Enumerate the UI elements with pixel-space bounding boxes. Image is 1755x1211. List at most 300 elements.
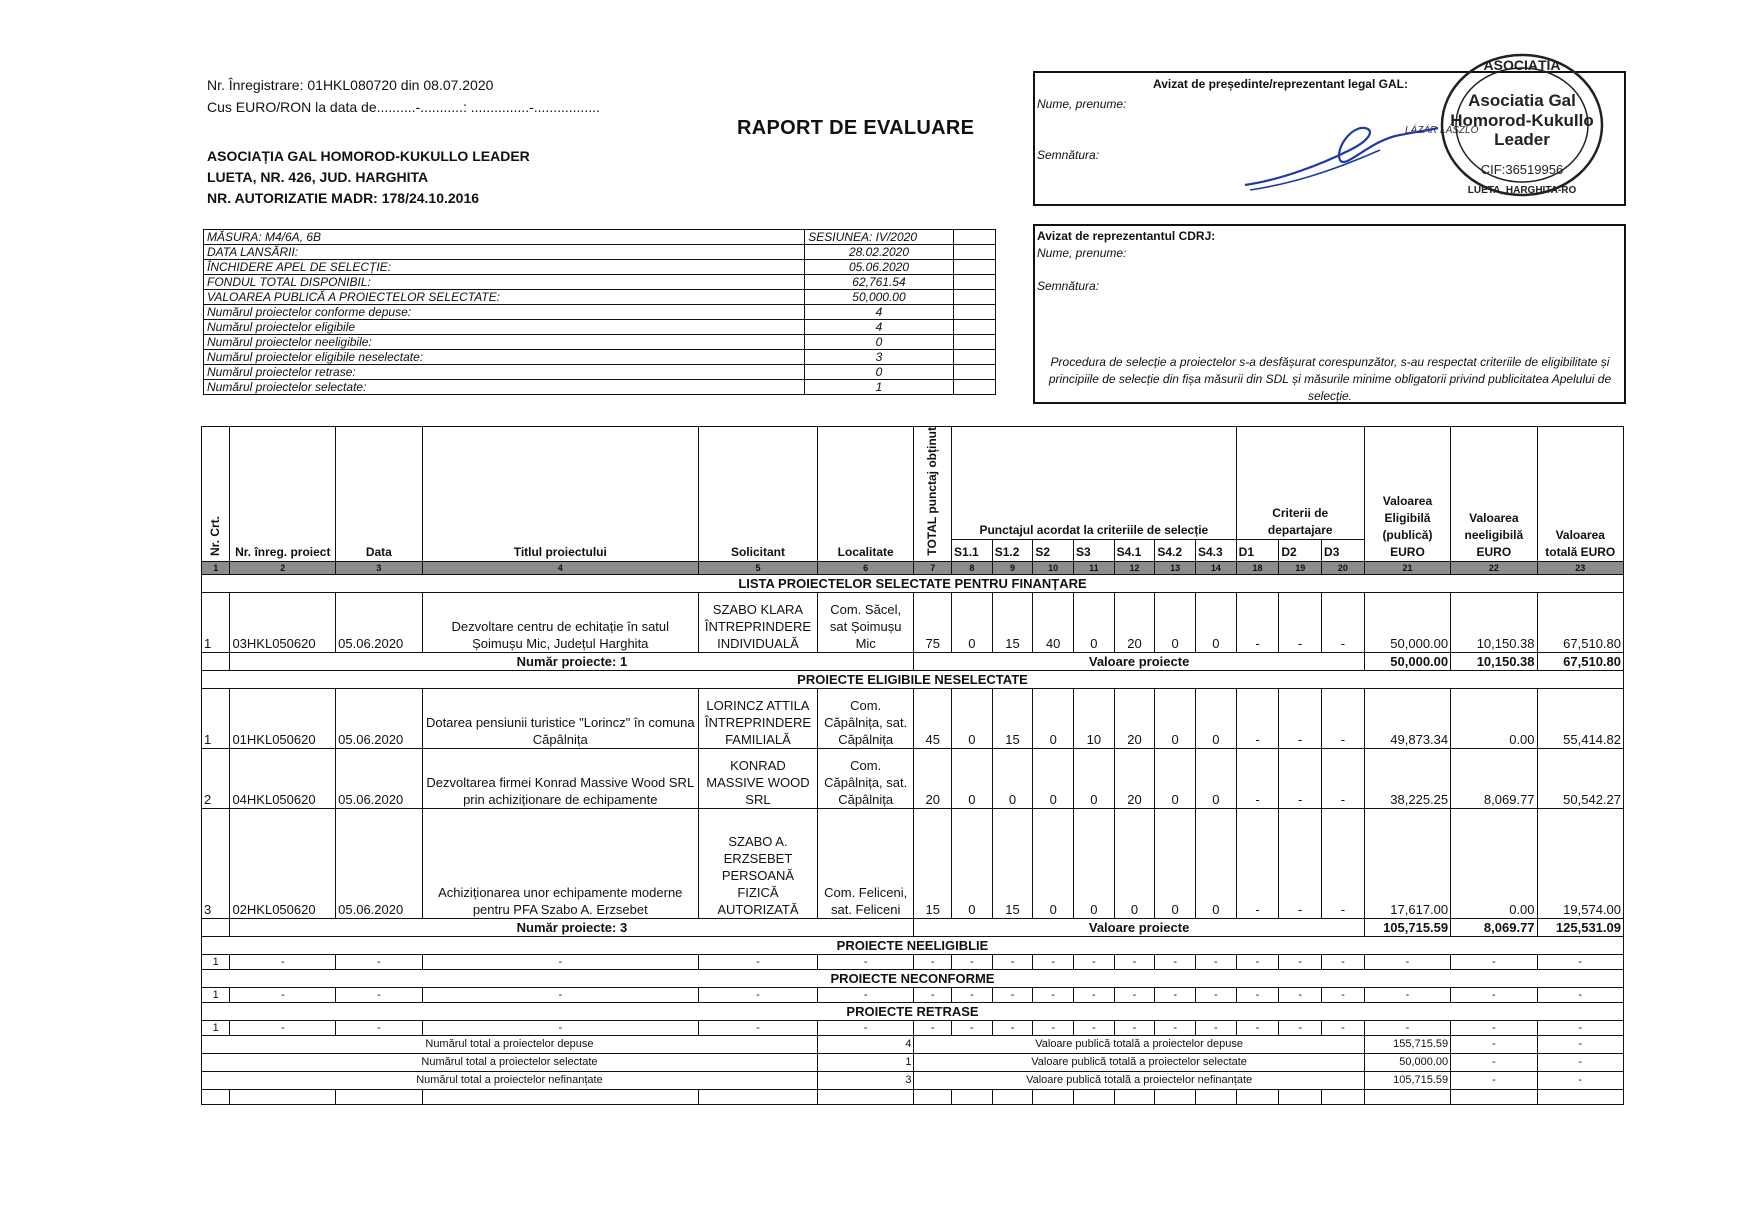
evaluation-table <box>201 426 1624 1105</box>
summary-label: Numărul proiectelor retrase: <box>204 365 805 380</box>
header-departajare-group: Criterii de departajare <box>1236 427 1364 540</box>
column-number: 12 <box>1114 561 1155 574</box>
empty-cell: - <box>952 987 993 1002</box>
project-score: 0 <box>1155 748 1196 808</box>
organization-stamp <box>1437 50 1607 200</box>
project-score: 0 <box>1155 808 1196 918</box>
blank-cell <box>699 1089 818 1104</box>
empty-cell: - <box>230 954 336 969</box>
header-total-punctaj: TOTAL punctaj obținut <box>914 427 952 562</box>
summary-blank <box>953 380 995 395</box>
sum-ineligible: 8,069.77 <box>1451 918 1537 936</box>
empty-cell: - <box>1114 1020 1155 1035</box>
header-val-neeligibila: Valoarea neeligibilă EURO <box>1451 427 1537 562</box>
empty-cell: - <box>817 987 914 1002</box>
sum-total: 125,531.09 <box>1537 918 1623 936</box>
stamp-bottom-arc: LUETA, HARGHITA-RO <box>1467 185 1577 196</box>
empty-cell: - <box>1155 954 1196 969</box>
blank-cell <box>952 1089 993 1104</box>
summary-value: 1 <box>805 380 953 395</box>
section-title: LISTA PROIECTELOR SELECTATE PENTRU FINANȚARE <box>202 574 1624 592</box>
empty-cell: - <box>1322 954 1365 969</box>
column-number: 18 <box>1236 561 1279 574</box>
project-applicant: LORINCZ ATTILA ÎNTREPRINDERE FAMILIALĂ <box>699 688 818 748</box>
empty-cell: - <box>1074 987 1115 1002</box>
empty-cell: - <box>1451 987 1537 1002</box>
sum-count: Număr proiecte: 1 <box>230 652 914 670</box>
totals-dash: - <box>1537 1053 1623 1071</box>
header-criterion: S4.1 <box>1114 539 1155 561</box>
empty-cell: - <box>1279 1020 1322 1035</box>
totals-label: Numărul total a proiectelor selectate <box>202 1053 818 1071</box>
project-score: 0 <box>1033 748 1074 808</box>
totals-dash: - <box>1537 1035 1623 1053</box>
project-dep-score: - <box>1236 688 1279 748</box>
empty-cell: - <box>1364 1020 1450 1035</box>
summary-blank <box>953 365 995 380</box>
totals-count: 3 <box>817 1071 914 1089</box>
totals-dash: - <box>1451 1035 1537 1053</box>
summary-row <box>204 230 996 245</box>
column-number: 8 <box>952 561 993 574</box>
blank-cell <box>1074 1089 1115 1104</box>
totals-value-label: Valoare publică totală a proiectelor selectate <box>914 1053 1364 1071</box>
empty-nr: 1 <box>202 1020 230 1035</box>
project-score: 0 <box>1033 808 1074 918</box>
summary-value: 28.02.2020 <box>805 245 953 260</box>
project-score: 0 <box>1033 688 1074 748</box>
summary-label: Numărul proiectelor conforme depuse: <box>204 305 805 320</box>
project-score: 0 <box>952 688 993 748</box>
empty-cell: - <box>1279 987 1322 1002</box>
empty-cell: - <box>699 954 818 969</box>
stamp-cif: CIF:36519956 <box>1480 162 1564 177</box>
sum-ineligible: 10,150.38 <box>1451 652 1537 670</box>
summary-blank <box>953 320 995 335</box>
project-date: 05.06.2020 <box>336 592 422 652</box>
empty-cell: - <box>230 1020 336 1035</box>
project-code: 01HKL050620 <box>230 688 336 748</box>
column-number: 13 <box>1155 561 1196 574</box>
summary-row <box>204 290 996 305</box>
project-score: 0 <box>1074 808 1115 918</box>
column-number: 4 <box>422 561 698 574</box>
organization-name: ASOCIAȚIA GAL HOMOROD-KUKULLO LEADER <box>207 148 530 164</box>
section-title-row <box>202 1002 1624 1020</box>
stamp-line3: Leader <box>1494 130 1550 149</box>
project-ineligible-value: 10,150.38 <box>1451 592 1537 652</box>
empty-cell: - <box>992 987 1033 1002</box>
section-title-row <box>202 670 1624 688</box>
summary-label: Numărul proiectelor eligibile neselectate: <box>204 350 805 365</box>
project-score: 0 <box>1155 592 1196 652</box>
header-titlu: Titlul proiectului <box>422 427 698 562</box>
page-title: RAPORT DE EVALUARE <box>737 117 975 139</box>
project-total-score: 75 <box>914 592 952 652</box>
summary-label: Numărul proiectelor neeligibile: <box>204 335 805 350</box>
section-title-row <box>202 936 1624 954</box>
sum-eligible: 105,715.59 <box>1364 918 1450 936</box>
summary-row <box>204 260 996 275</box>
project-locality: Com. Căpâlnița, sat. Căpâlnița <box>817 748 914 808</box>
project-score: 0 <box>1195 592 1236 652</box>
empty-cell: - <box>992 1020 1033 1035</box>
approval-name-label: Nume, prenume: <box>1037 97 1127 111</box>
project-ineligible-value: 0.00 <box>1451 688 1537 748</box>
project-eligible-value: 38,225.25 <box>1364 748 1450 808</box>
project-score: 0 <box>1074 748 1115 808</box>
summary-label: VALOAREA PUBLICĂ A PROIECTELOR SELECTATE: <box>204 290 805 305</box>
sum-value-label: Valoare proiecte <box>914 652 1364 670</box>
stamp-line1: Asociatia Gal <box>1468 91 1576 110</box>
totals-value: 155,715.59 <box>1364 1035 1450 1053</box>
project-score: 20 <box>1114 748 1155 808</box>
project-total-score: 20 <box>914 748 952 808</box>
empty-cell: - <box>1195 987 1236 1002</box>
section-title: PROIECTE NECONFORME <box>202 969 1624 987</box>
project-score: 0 <box>1195 808 1236 918</box>
project-locality: Com. Feliceni, sat. Feliceni <box>817 808 914 918</box>
totals-row <box>202 1071 1624 1089</box>
totals-value: 50,000.00 <box>1364 1053 1450 1071</box>
empty-cell: - <box>1155 1020 1196 1035</box>
project-dep-score: - <box>1236 808 1279 918</box>
sum-value-label: Valoare proiecte <box>914 918 1364 936</box>
measure-label: MĂSURA: M4/6A, 6B <box>204 230 805 245</box>
organization-address: LUETA, NR. 426, JUD. HARGHITA <box>207 169 429 185</box>
sum-blank <box>202 652 230 670</box>
cdrj-procedure-text: Procedura de selecție a proiectelor s-a desfășurat corespunzător, s-au respectat criteriile de eligibilitate și principiile de selecție din fișa măsurii din SDL și măsurile minime obligatorii privind publicitatea Apelului de selecție. <box>1048 355 1612 403</box>
measure-summary-table <box>203 229 996 395</box>
empty-cell: - <box>1322 1020 1365 1035</box>
blank-cell <box>1114 1089 1155 1104</box>
summary-row <box>204 380 996 395</box>
empty-cell: - <box>1033 987 1074 1002</box>
registration-number: Nr. Înregistrare: 01HKL080720 din 08.07.2020 <box>207 77 494 93</box>
empty-cell: - <box>699 987 818 1002</box>
stamp-line2: Homorod-Kukullo <box>1450 111 1594 130</box>
empty-cell: - <box>1074 1020 1115 1035</box>
project-eligible-value: 49,873.34 <box>1364 688 1450 748</box>
blank-cell <box>1322 1089 1365 1104</box>
project-date: 05.06.2020 <box>336 748 422 808</box>
empty-cell: - <box>1155 987 1196 1002</box>
empty-cell: - <box>336 1020 422 1035</box>
project-code: 03HKL050620 <box>230 592 336 652</box>
column-number: 20 <box>1322 561 1365 574</box>
organization-authorization: NR. AUTORIZATIE MADR: 178/24.10.2016 <box>207 190 480 206</box>
approval-signature-label: Semnătura: <box>1037 148 1100 162</box>
blank-cell <box>422 1089 698 1104</box>
header-data: Data <box>336 427 422 562</box>
cdrj-name-label: Nume, prenume: <box>1037 246 1127 260</box>
empty-cell: - <box>1537 954 1623 969</box>
empty-cell: - <box>1451 1020 1537 1035</box>
project-score: 0 <box>1195 748 1236 808</box>
empty-cell: - <box>1033 1020 1074 1035</box>
project-score: 20 <box>1114 688 1155 748</box>
empty-nr: 1 <box>202 987 230 1002</box>
exchange-rate-line: Cus EURO/RON la data de..........-...........: ...............-................. <box>207 99 600 115</box>
empty-cell: - <box>817 1020 914 1035</box>
column-number: 22 <box>1451 561 1537 574</box>
project-score: 0 <box>952 748 993 808</box>
empty-cell: - <box>1279 954 1322 969</box>
section-title: PROIECTE ELIGIBILE NESELECTATE <box>202 670 1624 688</box>
summary-row <box>204 275 996 290</box>
project-title: Achiziționarea unor echipamente moderne pentru PFA Szabo A. Erzsebet <box>422 808 698 918</box>
empty-cell: - <box>422 954 698 969</box>
header-criterion: S1.1 <box>952 539 993 561</box>
approval-signature-name: LÁZÁR LÁSZLÓ <box>1405 125 1479 136</box>
handwritten-signature <box>1240 110 1440 200</box>
project-dep-score: - <box>1279 808 1322 918</box>
session-label: SESIUNEA: IV/2020 <box>805 230 953 245</box>
empty-cell: - <box>1195 1020 1236 1035</box>
project-row <box>202 748 1624 808</box>
project-applicant: SZABO KLARA ÎNTREPRINDERE INDIVIDUALĂ <box>699 592 818 652</box>
summary-blank <box>953 350 995 365</box>
blank-cell <box>1033 1089 1074 1104</box>
project-eligible-value: 17,617.00 <box>1364 808 1450 918</box>
blank-cell <box>1364 1089 1450 1104</box>
project-dep-score: - <box>1279 592 1322 652</box>
column-number: 5 <box>699 561 818 574</box>
empty-cell: - <box>1114 987 1155 1002</box>
sum-eligible: 50,000.00 <box>1364 652 1450 670</box>
totals-row <box>202 1053 1624 1071</box>
project-row <box>202 688 1624 748</box>
project-score: 15 <box>992 592 1033 652</box>
empty-cell: - <box>817 954 914 969</box>
empty-cell: - <box>1364 954 1450 969</box>
blank-cell <box>1195 1089 1236 1104</box>
empty-cell: - <box>1364 987 1450 1002</box>
empty-cell: - <box>699 1020 818 1035</box>
section-title-row <box>202 969 1624 987</box>
header-val-totala: Valoarea totală EURO <box>1537 427 1623 562</box>
project-score: 0 <box>1195 688 1236 748</box>
summary-label: DATA LANSĂRII: <box>204 245 805 260</box>
column-number: 1 <box>202 561 230 574</box>
empty-cell: - <box>1537 987 1623 1002</box>
project-score: 15 <box>992 808 1033 918</box>
column-number: 19 <box>1279 561 1322 574</box>
empty-cell: - <box>1236 987 1279 1002</box>
column-number: 10 <box>1033 561 1074 574</box>
project-ineligible-value: 0.00 <box>1451 808 1537 918</box>
project-applicant: KONRAD MASSIVE WOOD SRL <box>699 748 818 808</box>
empty-cell: - <box>914 954 952 969</box>
empty-cell: - <box>1033 954 1074 969</box>
header-nr-crt: Nr. Crt. <box>202 427 230 562</box>
project-dep-score: - <box>1322 808 1365 918</box>
header-dep-criterion: D2 <box>1279 539 1322 561</box>
section-title: PROIECTE NEELIGIBLIE <box>202 936 1624 954</box>
header-dep-criterion: D3 <box>1322 539 1365 561</box>
project-dep-score: - <box>1322 688 1365 748</box>
sum-count: Număr proiecte: 3 <box>230 918 914 936</box>
column-number: 21 <box>1364 561 1450 574</box>
project-eligible-value: 50,000.00 <box>1364 592 1450 652</box>
approval-heading: Avizat de președinte/reprezentant legal GAL: <box>1153 77 1408 91</box>
project-dep-score: - <box>1236 748 1279 808</box>
blank-cell <box>1537 1089 1623 1104</box>
empty-cell: - <box>422 1020 698 1035</box>
project-score: 0 <box>1074 592 1115 652</box>
sum-row <box>202 918 1624 936</box>
totals-label: Numărul total a proiectelor nefinanțate <box>202 1071 818 1089</box>
project-score: 40 <box>1033 592 1074 652</box>
totals-value: 105,715.59 <box>1364 1071 1450 1089</box>
project-total-value: 50,542.27 <box>1537 748 1623 808</box>
project-dep-score: - <box>1279 748 1322 808</box>
project-nr: 1 <box>202 688 230 748</box>
project-total-value: 55,414.82 <box>1537 688 1623 748</box>
header-solicitant: Solicitant <box>699 427 818 562</box>
empty-cell: - <box>1236 954 1279 969</box>
totals-dash: - <box>1451 1071 1537 1089</box>
cdrj-heading: Avizat de reprezentantul CDRJ: <box>1037 229 1216 243</box>
summary-label: FONDUL TOTAL DISPONIBIL: <box>204 275 805 290</box>
empty-cell: - <box>992 954 1033 969</box>
project-nr: 1 <box>202 592 230 652</box>
project-dep-score: - <box>1236 592 1279 652</box>
project-score: 0 <box>1114 808 1155 918</box>
blank-cell <box>336 1089 422 1104</box>
empty-cell: - <box>1322 987 1365 1002</box>
project-total-score: 45 <box>914 688 952 748</box>
project-row <box>202 808 1624 918</box>
sum-total: 67,510.80 <box>1537 652 1623 670</box>
blank-row <box>202 1089 1624 1104</box>
project-total-value: 67,510.80 <box>1537 592 1623 652</box>
summary-value: 4 <box>805 305 953 320</box>
header-punctaj-group: Punctajul acordat la criteriile de selecție <box>952 427 1237 540</box>
totals-value-label: Valoare publică totală a proiectelor depuse <box>914 1035 1364 1053</box>
column-number: 7 <box>914 561 952 574</box>
totals-row <box>202 1035 1624 1053</box>
project-total-value: 19,574.00 <box>1537 808 1623 918</box>
section-title: PROIECTE RETRASE <box>202 1002 1624 1020</box>
project-score: 10 <box>1074 688 1115 748</box>
header-criterion: S4.3 <box>1195 539 1236 561</box>
header-nr-inreg: Nr. înreg. proiect <box>230 427 336 562</box>
header-criterion: S2 <box>1033 539 1074 561</box>
blank-cell <box>992 1089 1033 1104</box>
summary-value: 4 <box>805 320 953 335</box>
empty-cell: - <box>952 954 993 969</box>
project-date: 05.06.2020 <box>336 808 422 918</box>
summary-label: Numărul proiectelor selectate: <box>204 380 805 395</box>
empty-cell: - <box>1195 954 1236 969</box>
blank-cell <box>1155 1089 1196 1104</box>
blank-cell <box>1236 1089 1279 1104</box>
summary-label: ÎNCHIDERE APEL DE SELECȚIE: <box>204 260 805 275</box>
empty-cell: - <box>914 1020 952 1035</box>
header-dep-criterion: D1 <box>1236 539 1279 561</box>
empty-cell: - <box>1074 954 1115 969</box>
summary-value: 05.06.2020 <box>805 260 953 275</box>
empty-cell: - <box>1537 1020 1623 1035</box>
blank-cell <box>1279 1089 1322 1104</box>
blank-cell <box>1451 1089 1537 1104</box>
column-number: 3 <box>336 561 422 574</box>
empty-cell: - <box>1114 954 1155 969</box>
summary-value: 3 <box>805 350 953 365</box>
project-applicant: SZABO A. ERZSEBET PERSOANĂ FIZICĂ AUTORIZATĂ <box>699 808 818 918</box>
header-criterion: S3 <box>1074 539 1115 561</box>
project-code: 02HKL050620 <box>230 808 336 918</box>
empty-cell: - <box>1236 1020 1279 1035</box>
totals-count: 4 <box>817 1035 914 1053</box>
summary-blank <box>953 290 995 305</box>
project-dep-score: - <box>1322 592 1365 652</box>
empty-cell: - <box>952 1020 993 1035</box>
summary-blank <box>953 335 995 350</box>
empty-cell: - <box>336 954 422 969</box>
sum-blank <box>202 918 230 936</box>
project-score: 0 <box>952 808 993 918</box>
blank-cell <box>230 1089 336 1104</box>
header-criterion: S1.2 <box>992 539 1033 561</box>
project-code: 04HKL050620 <box>230 748 336 808</box>
summary-row <box>204 305 996 320</box>
summary-label: Numărul proiectelor eligibile <box>204 320 805 335</box>
project-title: Dezvoltare centru de echitație în satul Șoimușu Mic, Județul Harghita <box>422 592 698 652</box>
project-total-score: 15 <box>914 808 952 918</box>
project-dep-score: - <box>1279 688 1322 748</box>
summary-row <box>204 320 996 335</box>
project-row <box>202 592 1624 652</box>
empty-cell: - <box>230 987 336 1002</box>
summary-blank <box>953 305 995 320</box>
project-score: 0 <box>952 592 993 652</box>
column-number: 6 <box>817 561 914 574</box>
empty-cell: - <box>914 987 952 1002</box>
empty-row <box>202 954 1624 969</box>
summary-blank <box>953 260 995 275</box>
project-nr: 2 <box>202 748 230 808</box>
header-localitate: Localitate <box>817 427 914 562</box>
empty-cell: - <box>336 987 422 1002</box>
cdrj-box <box>1033 224 1626 404</box>
project-score: 0 <box>992 748 1033 808</box>
column-number: 2 <box>230 561 336 574</box>
project-locality: Com. Căpâlnița, sat. Căpâlnița <box>817 688 914 748</box>
summary-row <box>204 245 996 260</box>
header-val-eligibila: Valoarea Eligibilă (publică) EURO <box>1364 427 1450 562</box>
sum-row <box>202 652 1624 670</box>
project-ineligible-value: 8,069.77 <box>1451 748 1537 808</box>
empty-cell: - <box>1451 954 1537 969</box>
summary-value: 0 <box>805 335 953 350</box>
empty-cell: - <box>422 987 698 1002</box>
summary-blank <box>953 245 995 260</box>
project-date: 05.06.2020 <box>336 688 422 748</box>
project-dep-score: - <box>1322 748 1365 808</box>
summary-value: 62,761.54 <box>805 275 953 290</box>
project-title: Dotarea pensiunii turistice "Lorincz" în comuna Căpâlnița <box>422 688 698 748</box>
project-title: Dezvoltarea firmei Konrad Massive Wood SRL prin achiziționare de echipamente <box>422 748 698 808</box>
blank-cell <box>817 1089 914 1104</box>
summary-row <box>204 365 996 380</box>
blank-cell <box>914 1089 952 1104</box>
project-score: 15 <box>992 688 1033 748</box>
cdrj-signature-label: Semnătura: <box>1037 279 1100 293</box>
column-number: 23 <box>1537 561 1623 574</box>
header-criterion: S4.2 <box>1155 539 1196 561</box>
